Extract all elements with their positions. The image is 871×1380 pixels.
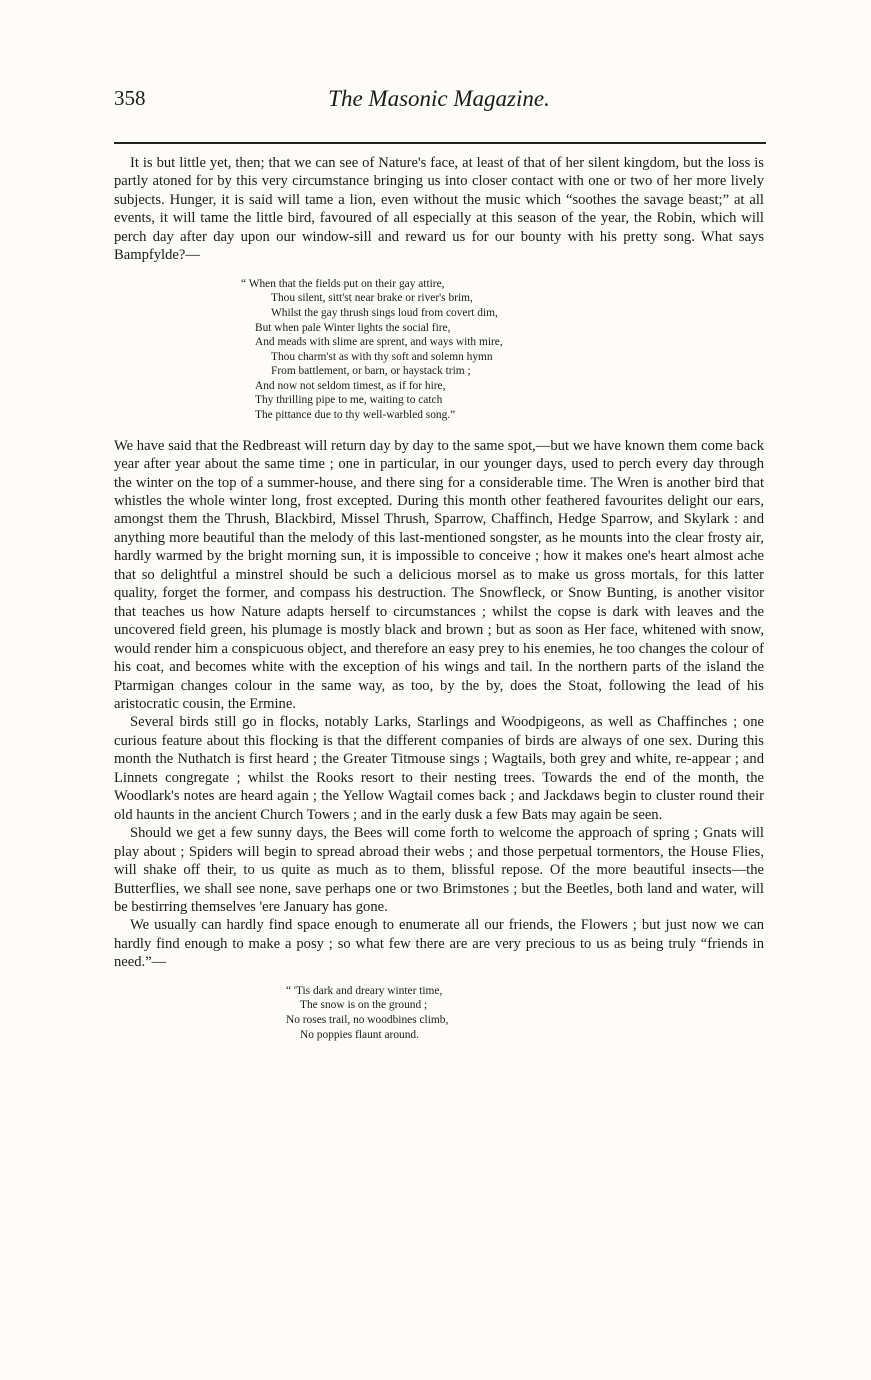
verse-bampfylde — [114, 277, 764, 423]
verse-line: But when pale Winter lights the social fire, — [255, 321, 451, 334]
paragraph-5: We usually can hardly find space enough to enumerate all our friends, the Flowers ; but just now we can hardly find enough to make a posy ; so what few there are are very precious to us as being truly “friends in need.”— — [114, 917, 764, 971]
article-body — [114, 154, 764, 1056]
verse-winter-time — [114, 984, 764, 1042]
verse-line: “ 'Tis dark and dreary winter time, — [286, 984, 443, 997]
verse-line: The snow is on the ground ; — [300, 999, 428, 1012]
paragraph-3: Several birds still go in flocks, notably Larks, Starlings and Woodpigeons, as well as Chaffinches ; one curious feature about this flocking is that the different companies of birds are always of one sex. During this month the Nuthatch is first heard ; the Greater Titmouse sings ; Wagtails, both grey and white, re-appear ; and Linnets congregate ; whilst the Rooks resort to their nesting trees. Towards the end of the month, the Woodlark's notes are heard again ; the Yellow Wagtail comes back ; and Jackdaws begin to cluster round their old haunts in the ancient Church Towers ; and in the early dusk a few Bats may again be seen. — [114, 714, 764, 823]
verse-line: No roses trail, no woodbines climb, — [286, 1013, 449, 1026]
verse-line: And meads with slime are sprent, and ways with mire, — [255, 336, 503, 349]
verse-line: Thou silent, sitt'st near brake or river's brim, — [271, 292, 473, 305]
verse-line: The pittance due to thy well-warbled song.” — [255, 409, 456, 422]
verse-line: Thy thrilling pipe to me, waiting to catch — [255, 394, 443, 407]
header-rule — [114, 142, 766, 144]
paragraph-1: It is but little yet, then; that we can see of Nature's face, at least of that of her silent kingdom, but the loss is partly atoned for by this very circumstance bringing us into closer contact with one or two of her more lively subjects. Hunger, it is said will tame a lion, even without the music which “soothes the savage beast;” at all events, it will tame the little bird, favoured of all especially at this season of the year, the Robin, which will perch day after day upon our window-sill and reward us for our bounty with his pretty song. What says Bampfylde?— — [114, 155, 764, 264]
verse-line: No poppies flaunt around. — [300, 1028, 419, 1041]
verse-line: And now not seldom timest, as if for hire, — [255, 379, 446, 392]
page-number: 358 — [114, 86, 146, 110]
running-title: The Masonic Magazine. — [328, 86, 550, 111]
verse-line: Whilst the gay thrush sings loud from covert dim, — [271, 306, 498, 319]
page-header — [114, 86, 764, 116]
verse-line: From battlement, or barn, or haystack trim ; — [271, 365, 471, 378]
paragraph-4: Should we get a few sunny days, the Bees will come forth to welcome the approach of spring ; Gnats will play about ; Spiders will begin to spread abroad their webs ; and those perpetual tormentors, the House Flies, will shake off their, to us quite as much as to them, blissful repose. Of the more beautiful insects—the Butterflies, we shall see none, save perhaps one or two Brimstones ; but the Beetles, both land and water, will be bestirring themselves 'ere January has gone. — [114, 825, 764, 915]
verse-line: Thou charm'st as with thy soft and solemn hymn — [271, 350, 493, 363]
verse-line: “ When that the fields put on their gay attire, — [241, 277, 445, 290]
paragraph-2: We have said that the Redbreast will return day by day to the same spot,—but we have known them come back year after year about the same time ; one in particular, in our younger days, used to perch every day through the winter on the top of a summer-house, and there sing for a considerable time. The Wren is another bird that whistles the whole winter long, frost excepted. During this month other feathered favourites delight our ears, amongst them the Thrush, Blackbird, Missel Thrush, Sparrow, Chaffinch, Hedge Sparrow, and Skylark : and anything more beautiful than the melody of this last-mentioned songster, as he mounts into the clear frosty air, hardly warmed by the bright morning sun, it is impossible to conceive ; how it makes one's heart almost ache that so delightful a minstrel should be such a delicious morsel as to make us gross mortals, for this latter quality, forget the former, and compass his destruction. The Snowfleck, or Snow Bunting, is another visitor that teaches us how Nature adapts herself to circumstances ; whilst the copse is dark with leaves and the uncovered field green, his plumage is mostly black and brown ; but as soon as Her face, whitened with snow, would render him a conspicuous object, and therefore an easy prey to his enemies, he too changes the colour of his coat, and becomes white with the exception of his wings and tail. In the northern parts of the island the Ptarmigan changes colour in the same way, as too, by the by, does the Stoat, following the lead of his aristocratic cousin, the Ermine. — [114, 437, 764, 712]
